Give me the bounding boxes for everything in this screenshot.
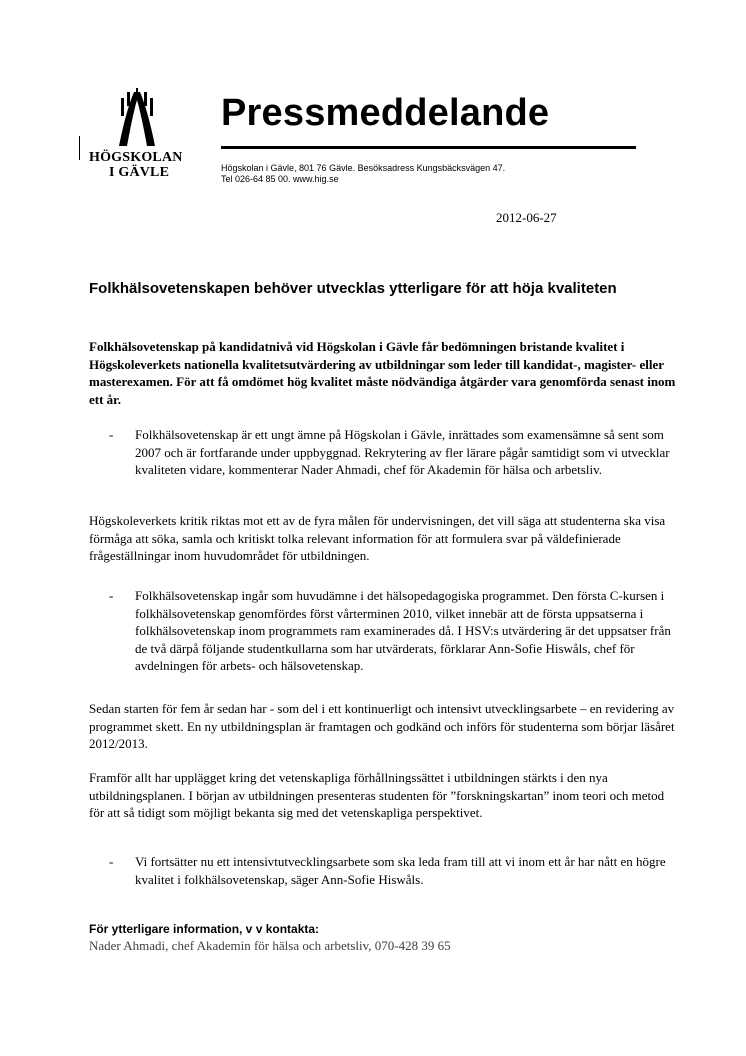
lead-paragraph: Folkhälsovetenskap på kandidatnivå vid Högskolan i Gävle får bedömningen bristande kvalitet i Högskoleverkets nationella kvalitetsutvärdering av utbildningar som leder till kandidat-, magister- eller masterexamen. För att få omdömet hög kvalitet måste nödvändiga åtgärder vara genomförda senast inom ett år.: [89, 339, 676, 407]
contact-info: Nader Ahmadi, chef Akademin för hälsa och arbetsliv, 070-428 39 65: [89, 938, 451, 953]
bullet-text: Folkhälsovetenskap ingår som huvudämne i det hälsopedagogiska programmet. Den första C-kursen i folkhälsovetenskap genomfördes först vårterminen 2010, vilket innebär att de första uppsatserna i folkhälsovetenskap inom programmets ram examinerades då. I HSV:s utvärdering är det uppsatser från de två därpå följande studentkullarna som har utvärderats, förklarar Ann-Sofie Hiswåls, chef för avdelningen för arbets- och hälsovetenskap.: [135, 588, 671, 673]
address-line1: Högskolan i Gävle, 801 76 Gävle. Besöksadress Kungsbäcksvägen 47.: [221, 163, 506, 173]
logo-text-line1: HÖGSKOLAN: [89, 150, 183, 165]
title-divider: [221, 146, 636, 149]
address-line2: Tel 026-64 85 00. www.hig.se: [221, 174, 339, 184]
bullet-dash: -: [109, 854, 114, 869]
headline: Folkhälsovetenskapen behöver utvecklas ytterligare för att höja kvaliteten: [89, 280, 617, 297]
body-paragraph-2: Sedan starten för fem år sedan har - som del i ett kontinuerligt och intensivt utvecklingsarbete – en revidering av programmet skett. En ny utbildningsplan är framtagen och godkänd och införs för studenterna som börjar läsåret 2012/2013.: [89, 701, 675, 751]
contact-label: För ytterligare information, v v kontakta:: [89, 922, 320, 936]
page-title: Pressmeddelande: [221, 92, 550, 134]
body-paragraph-1: Högskoleverkets kritik riktas mot ett av de fyra målen för undervisningen, det vill säga att studenterna ska visa förmåga att söka, samla och kritiskt tolka relevant information för att formulera svar på väldefinierade frågeställningar inom huvudområdet för utbildningen.: [89, 513, 666, 563]
margin-mark: [79, 136, 80, 160]
logo-icon: [101, 86, 173, 148]
release-date: 2012-06-27: [496, 210, 557, 225]
logo-text-line2: I GÄVLE: [109, 165, 170, 180]
bullet-dash: -: [109, 588, 114, 603]
bullet-dash: -: [109, 427, 114, 442]
body-paragraph-3: Framför allt har upplägget kring det vetenskapliga förhållningssättet i utbildningen stärkts i den nya utbildningsplanen. I början av utbildningen presenteras studenten för ”forskningskartan” inom teori och metod för att så tidigt som möjligt bekanta sig med det vetenskapliga perspektivet.: [89, 770, 665, 820]
bullet-text: Folkhälsovetenskap är ett ungt ämne på Högskolan i Gävle, inrättades som examensämne så sent som 2007 och är fortfarande under uppbyggnad. Rekrytering av fler lärare pågår samtidigt som vi utvecklar kvaliteten vidare, kommenterar Nader Ahmadi, chef för Akademin för hälsa och arbetsliv.: [135, 427, 670, 477]
bullet-text: Vi fortsätter nu ett intensivtutvecklingsarbete som ska leda fram till att vi inom ett år har nått en högre kvalitet i folkhälsovetenskap, säger Ann-Sofie Hiswåls.: [135, 854, 666, 887]
